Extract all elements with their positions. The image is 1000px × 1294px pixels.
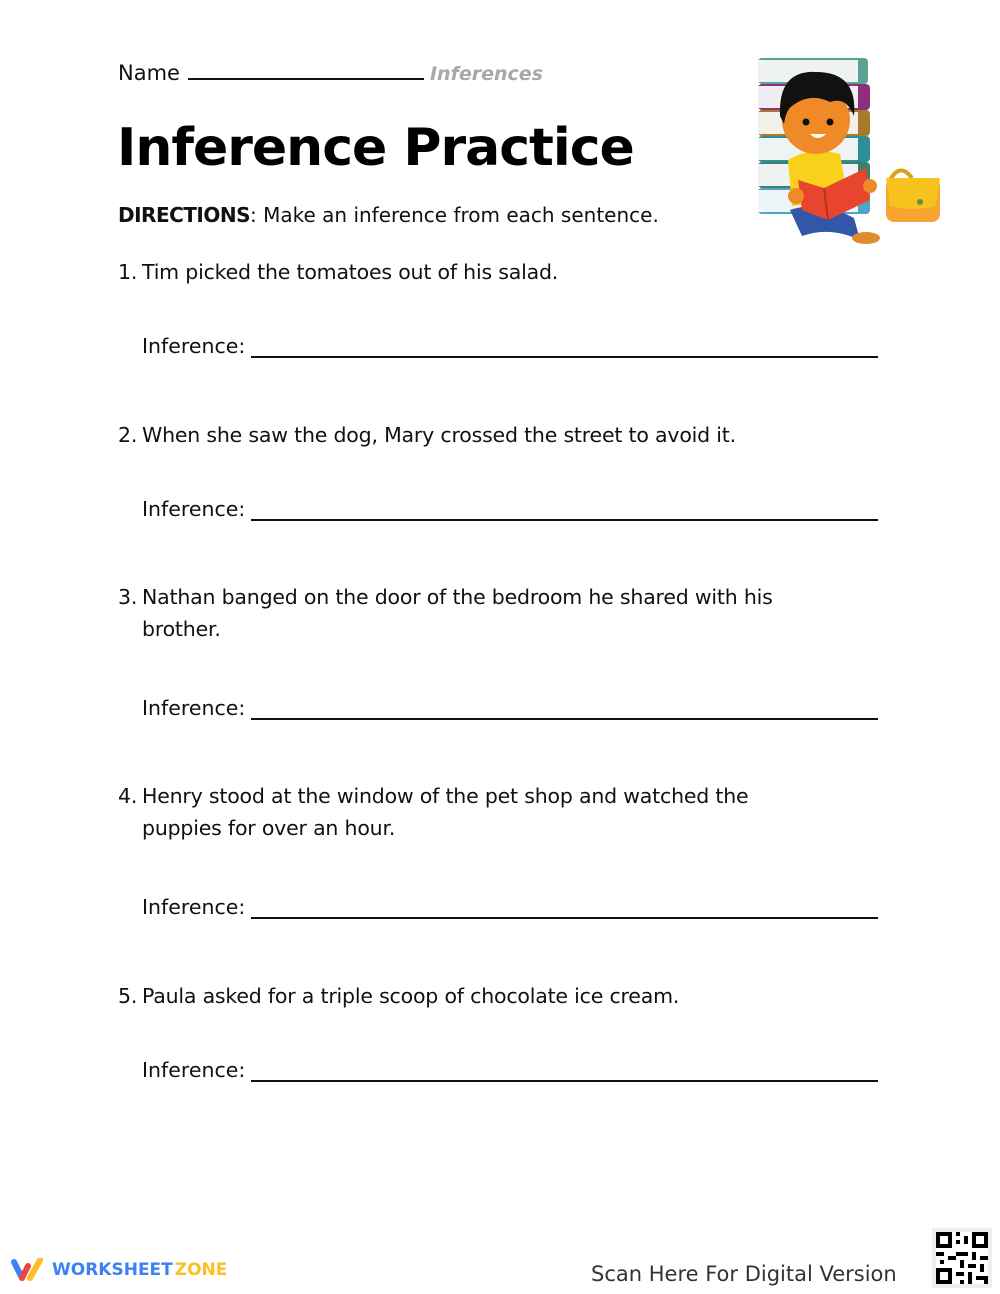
directions-text: : Make an inference from each sentence. <box>250 203 659 227</box>
answer-label: Inference: <box>142 895 246 919</box>
logo-w-icon <box>10 1258 46 1282</box>
qr-code-icon[interactable] <box>932 1228 992 1288</box>
answer-line-1[interactable] <box>251 336 878 358</box>
scan-text: Scan Here For Digital Version <box>591 1262 897 1286</box>
question-3: 3. Nathan banged on the door of the bedroom he shared with his brother. <box>118 585 773 641</box>
answer-row-1 <box>142 334 878 358</box>
answer-label: Inference: <box>142 334 246 358</box>
brand-worksheet: WORKSHEET <box>52 1260 173 1280</box>
name-label: Name <box>118 61 180 85</box>
answer-line-4[interactable] <box>251 897 878 919</box>
answer-line-3[interactable] <box>251 698 878 720</box>
directions <box>118 203 659 227</box>
name-field-row <box>118 60 543 85</box>
answer-row-3 <box>142 696 878 720</box>
answer-label: Inference: <box>142 1058 246 1082</box>
question-2: 2. When she saw the dog, Mary crossed the street to avoid it. <box>118 423 736 447</box>
answer-row-2 <box>142 497 878 521</box>
name-input-line[interactable] <box>188 60 424 80</box>
page-title: Inference Practice <box>117 118 634 178</box>
brand-zone: ZONE <box>174 1260 228 1280</box>
question-5: 5. Paula asked for a triple scoop of chocolate ice cream. <box>118 984 680 1008</box>
question-1: 1. Tim picked the tomatoes out of his salad. <box>118 260 559 284</box>
answer-line-5[interactable] <box>251 1060 878 1082</box>
answer-label: Inference: <box>142 497 246 521</box>
topic-label: Inferences <box>429 63 543 85</box>
boy-reading-book-icon <box>750 50 950 260</box>
question-4: 4. Henry stood at the window of the pet shop and watched the puppies for over an hour. <box>118 784 749 840</box>
directions-label: DIRECTIONS <box>118 203 251 227</box>
answer-row-4 <box>142 895 878 919</box>
worksheetzone-logo[interactable] <box>10 1258 227 1282</box>
answer-label: Inference: <box>142 696 246 720</box>
answer-row-5 <box>142 1058 878 1082</box>
answer-line-2[interactable] <box>251 499 878 521</box>
